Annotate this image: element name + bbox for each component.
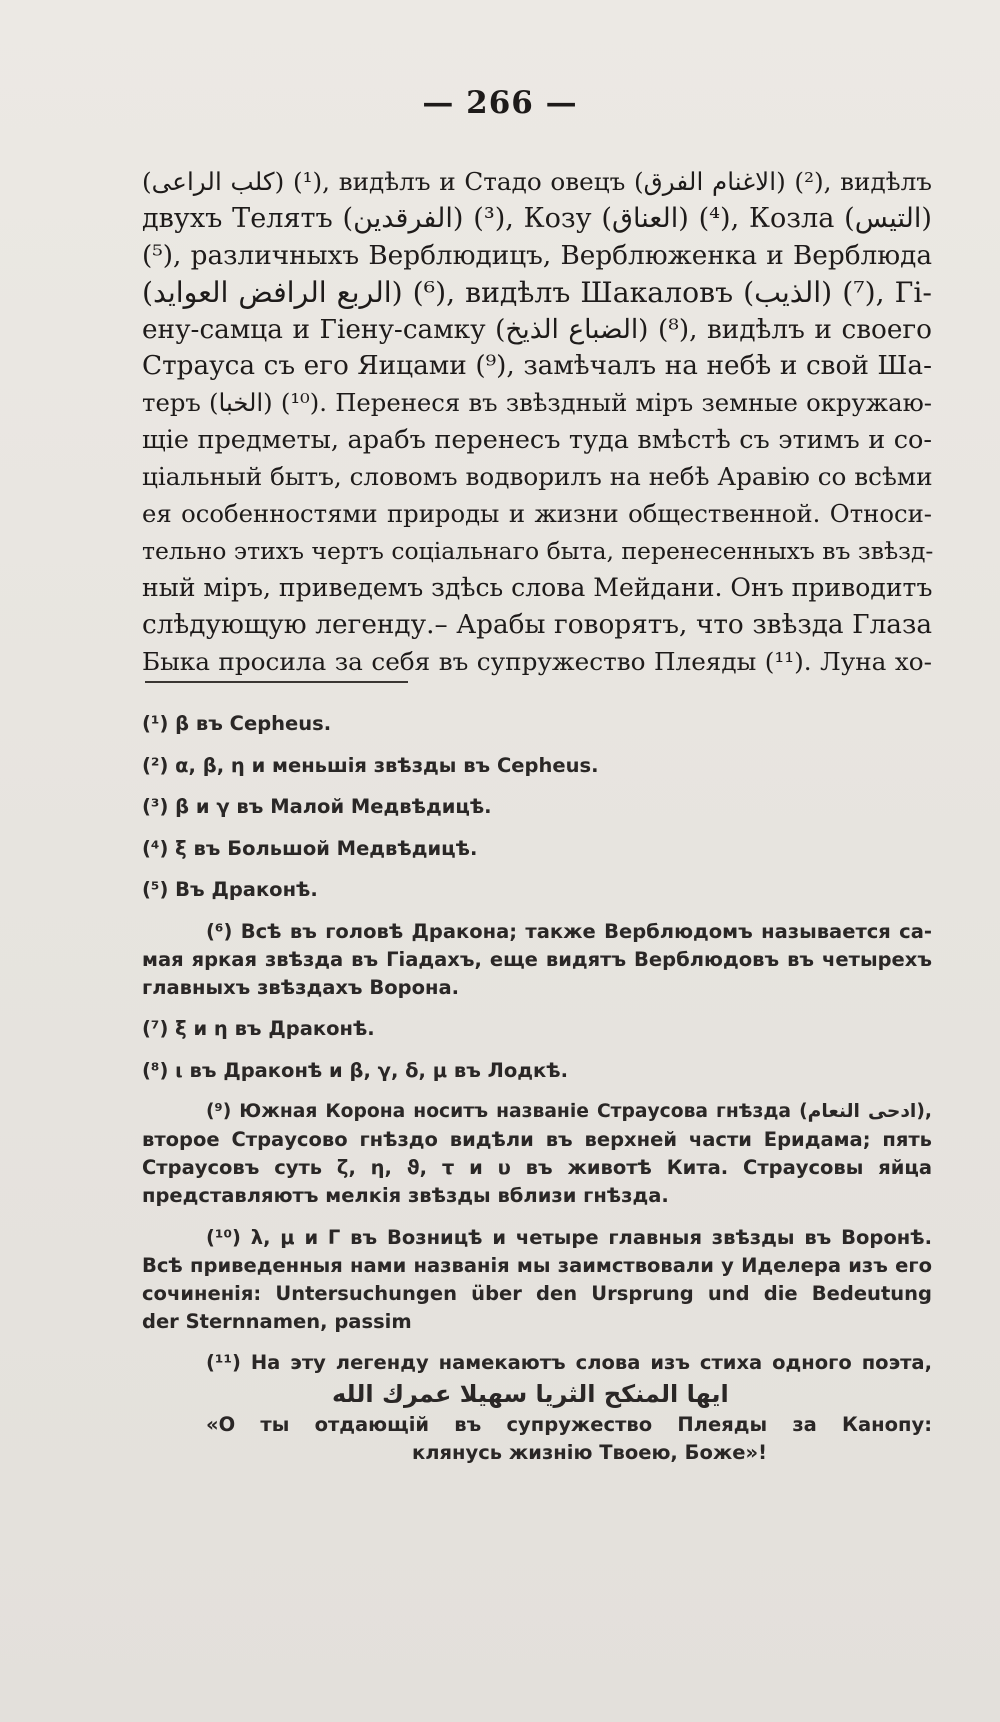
footnote-6-line: (⁶) Всѣ въ головѣ Дракона; также Верблюдомъ называется са- [206, 919, 932, 943]
footnotes [142, 710, 932, 1467]
footnote-9-line: (⁹) Южная Корона носитъ названіе Страусова гнѣзда (ادحى النعام), [206, 1101, 932, 1122]
footnote-11-arabic-verse: ايها المنكح الثريا سهيلا عمرك الله [332, 1380, 729, 1408]
text-line: Быка просила за себя въ супружество Плеяды (¹¹). Луна хо- [142, 646, 932, 676]
text-line: (كلب الراعى) (¹), видѣлъ и Стадо овецъ (الاغنام الفرق) (²), видѣлъ [142, 167, 932, 196]
footnote-10-line: der Sternnamen, passim [142, 1309, 412, 1333]
text-line: двухъ Телятъ (الفرقدين) (³), Козу (العناق) (⁴), Козла (التيس) [142, 202, 932, 234]
text-line: щіе предметы, арабъ перенесъ туда вмѣстѣ съ этимъ и со- [142, 425, 932, 456]
text-line: слѣдующую легенду.– Арабы говорятъ, что звѣзда Глаза [142, 609, 932, 640]
text-line: ный міръ, приведемъ здѣсь слова Мейдани. Онъ приводитъ [142, 572, 933, 602]
footnote-9-line: Страусовъ суть ζ, η, ϑ, τ и υ въ животѣ Кита. Страусовы яйца [142, 1156, 932, 1179]
footnote-divider [145, 681, 408, 683]
text-line: (⁵), различныхъ Верблюдицъ, Верблюженка и Верблюда [142, 240, 932, 271]
footnote-7: (⁷) ξ и η въ Драконѣ. [142, 1017, 375, 1040]
text-line: ціальный бытъ, словомъ водворилъ на небѣ Аравію со всѣми [142, 462, 933, 492]
footnote-11-line: (¹¹) На эту легенду намекаютъ слова изъ стиха одного поэта, [206, 1351, 932, 1374]
footnote-10-line: сочиненія: Untersuchungen über den Ursprung und die Bedeutung [142, 1281, 932, 1305]
footnote-11-line: клянусь жизнію Твоею, Боже»! [412, 1441, 767, 1464]
footnote-6-line: мая яркая звѣзда въ Гіадахъ, еще видятъ Верблюдовъ въ четырехъ [142, 947, 932, 971]
footnote-10-line: (¹⁰) λ, μ и Γ въ Возницѣ и четыре главныя звѣзды въ Воронѣ. [206, 1225, 932, 1249]
footnote-8: (⁸) ι въ Драконѣ и β, γ, δ, μ въ Лодкѣ. [142, 1058, 568, 1082]
footnote-1: (¹) β въ Cepheus. [142, 712, 332, 735]
text-line: ея особенностями природы и жизни общественной. Относи- [142, 499, 932, 529]
footnote-2: (²) α, β, η и меньшія звѣзды въ Cepheus. [142, 753, 599, 777]
text-line: (الربع الرافض العوايد) (⁶), видѣлъ Шакаловъ (الذيب) (⁷), Гі- [142, 275, 932, 309]
text-line: Страуса съ его Яицами (⁹), замѣчалъ на небѣ и свой Ша- [142, 351, 932, 382]
text-line: ену-самца и Гіену-самку (الضباع الذيخ) (⁸), видѣлъ и своего [142, 314, 932, 345]
footnote-9-line: второе Страусово гнѣздо видѣли въ верхней части Еридама; пять [142, 1128, 932, 1151]
footnote-4: (⁴) ξ въ Большой Медвѣдицѣ. [142, 836, 478, 860]
footnote-10-line: Всѣ приведенныя нами названія мы заимствовали у Иделера изъ его [142, 1253, 932, 1277]
footnote-3: (³) β и γ въ Малой Медвѣдицѣ. [142, 795, 492, 818]
footnote-6-line: главныхъ звѣздахъ Ворона. [142, 975, 460, 999]
footnote-5: (⁵) Въ Драконѣ. [142, 878, 318, 901]
main-text [142, 164, 932, 680]
page-number: — 266 — [422, 85, 578, 121]
footnote-9-line: представляютъ мелкія звѣзды вблизи гнѣзда. [142, 1184, 669, 1207]
footnote-11-line: «О ты отдающій въ супружество Плеяды за Канопу: [206, 1413, 932, 1436]
text-line: тельно этихъ чертъ соціальнаго быта, перенесенныхъ въ звѣзд- [142, 536, 934, 565]
text-line: теръ (الخبا) (¹⁰). Перенеся въ звѣздный міръ земные окружаю- [142, 388, 932, 418]
